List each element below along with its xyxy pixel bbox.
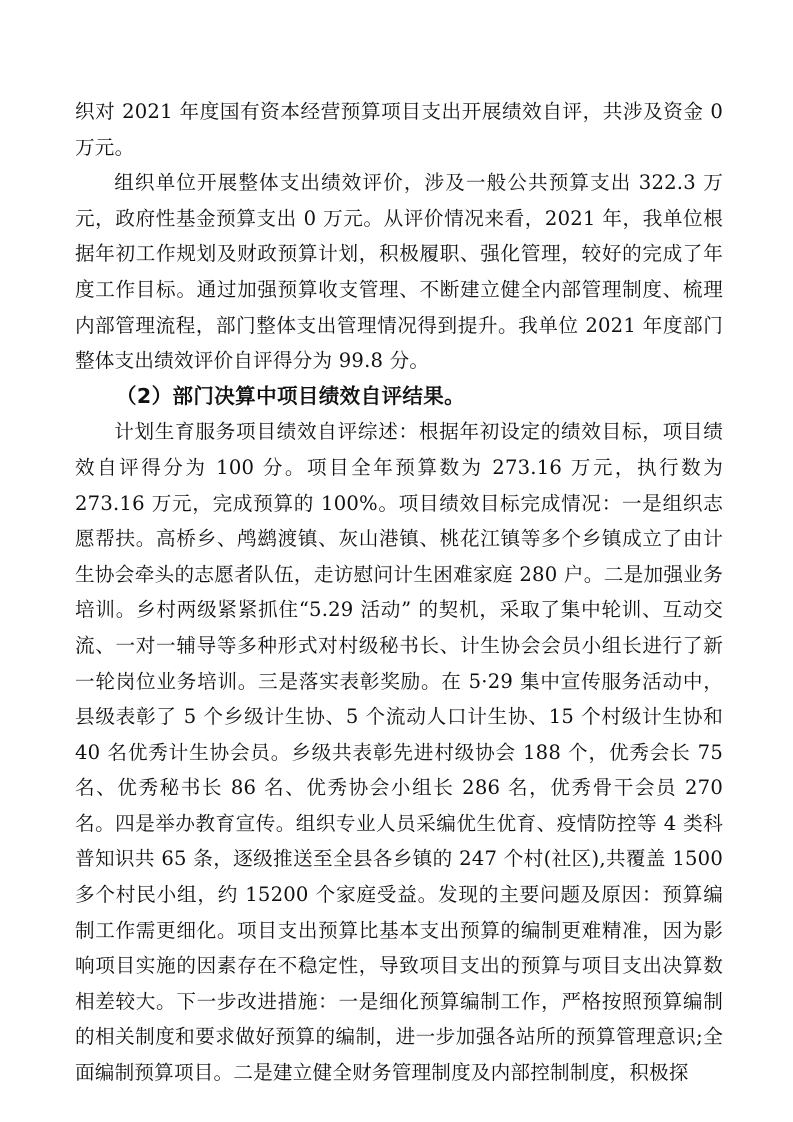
- project-summary-paragraph: 计划生育服务项目绩效自评综述：根据年初设定的绩效目标，项目绩效自评得分为 100 分。项目全年预算数为 273.16 万元，执行数为 273.16 万元，完成预算的 100%。项目绩效目标完成情况：一是组织志愿帮扶。高桥乡、鸬鹚渡镇、灰山港镇、桃花江镇等多个乡镇成立了由计生协会牵头的志愿者队伍，走访慰问计生困难家庭 280 户。二是加强业务培训。乡村两级紧紧抓住“5.29 活动” 的契机，采取了集中轮训、互动交流、一对一辅导等多种形式对村级秘书长、计生协会会员小组长进行了新一轮岗位业务培训。三是落实表彰奖励。在 5·29 集中宣传服务活动中，县级表彰了 5 个乡级计生协、5 个流动人口计生协、15 个村级计生协和 40 名优秀计生协会员。乡级共表彰先进村级协会 188 个，优秀会长 75 名、优秀秘书长 86 名、优秀协会小组长 286 名，优秀骨干会员 270 名。四是举办教育宣传。组织专业人员采编优生优育、疫情防控等 4 类科普知识共 65 条，逐级推送至全县各乡镇的 247 个村(社区),共覆盖 1500 多个村民小组，约 15200 个家庭受益。发现的主要问题及原因：预算编制工作需更细化。项目支出预算比基本支出预算的编制更难精准，因为影响项目实施的因素存在不稳定性，导致项目支出的预算与项目支出决算数相差较大。下一步改进措施：一是细化预算编制工作，严格按照预算编制的相关制度和要求做好预算的编制，进一步加强各站所的预算管理意识;全面编制预算项目。二是建立健全财务管理制度及内部控制制度，积极探: [75, 420, 723, 1085]
- overall-evaluation-paragraph: 组织单位开展整体支出绩效评价，涉及一般公共预算支出 322.3 万元，政府性基金预算支出 0 万元。从评价情况来看，2021 年，我单位根据年初工作规划及财政预算计划，积极履职、强化管理，较好的完成了年度工作目标。通过加强预算收支管理、不断建立健全内部管理制度、梳理内部管理流程，部门整体支出管理情况得到提升。我单位 2021 年度部门整体支出绩效评价自评得分为 99.8 分。: [75, 171, 723, 373]
- continuation-paragraph: 织对 2021 年度国有资本经营预算项目支出开展绩效自评，共涉及资金 0 万元。: [75, 100, 723, 159]
- document-page: [75, 94, 723, 1091]
- section-heading: （2）部门决算中项目绩效自评结果。: [116, 383, 466, 408]
